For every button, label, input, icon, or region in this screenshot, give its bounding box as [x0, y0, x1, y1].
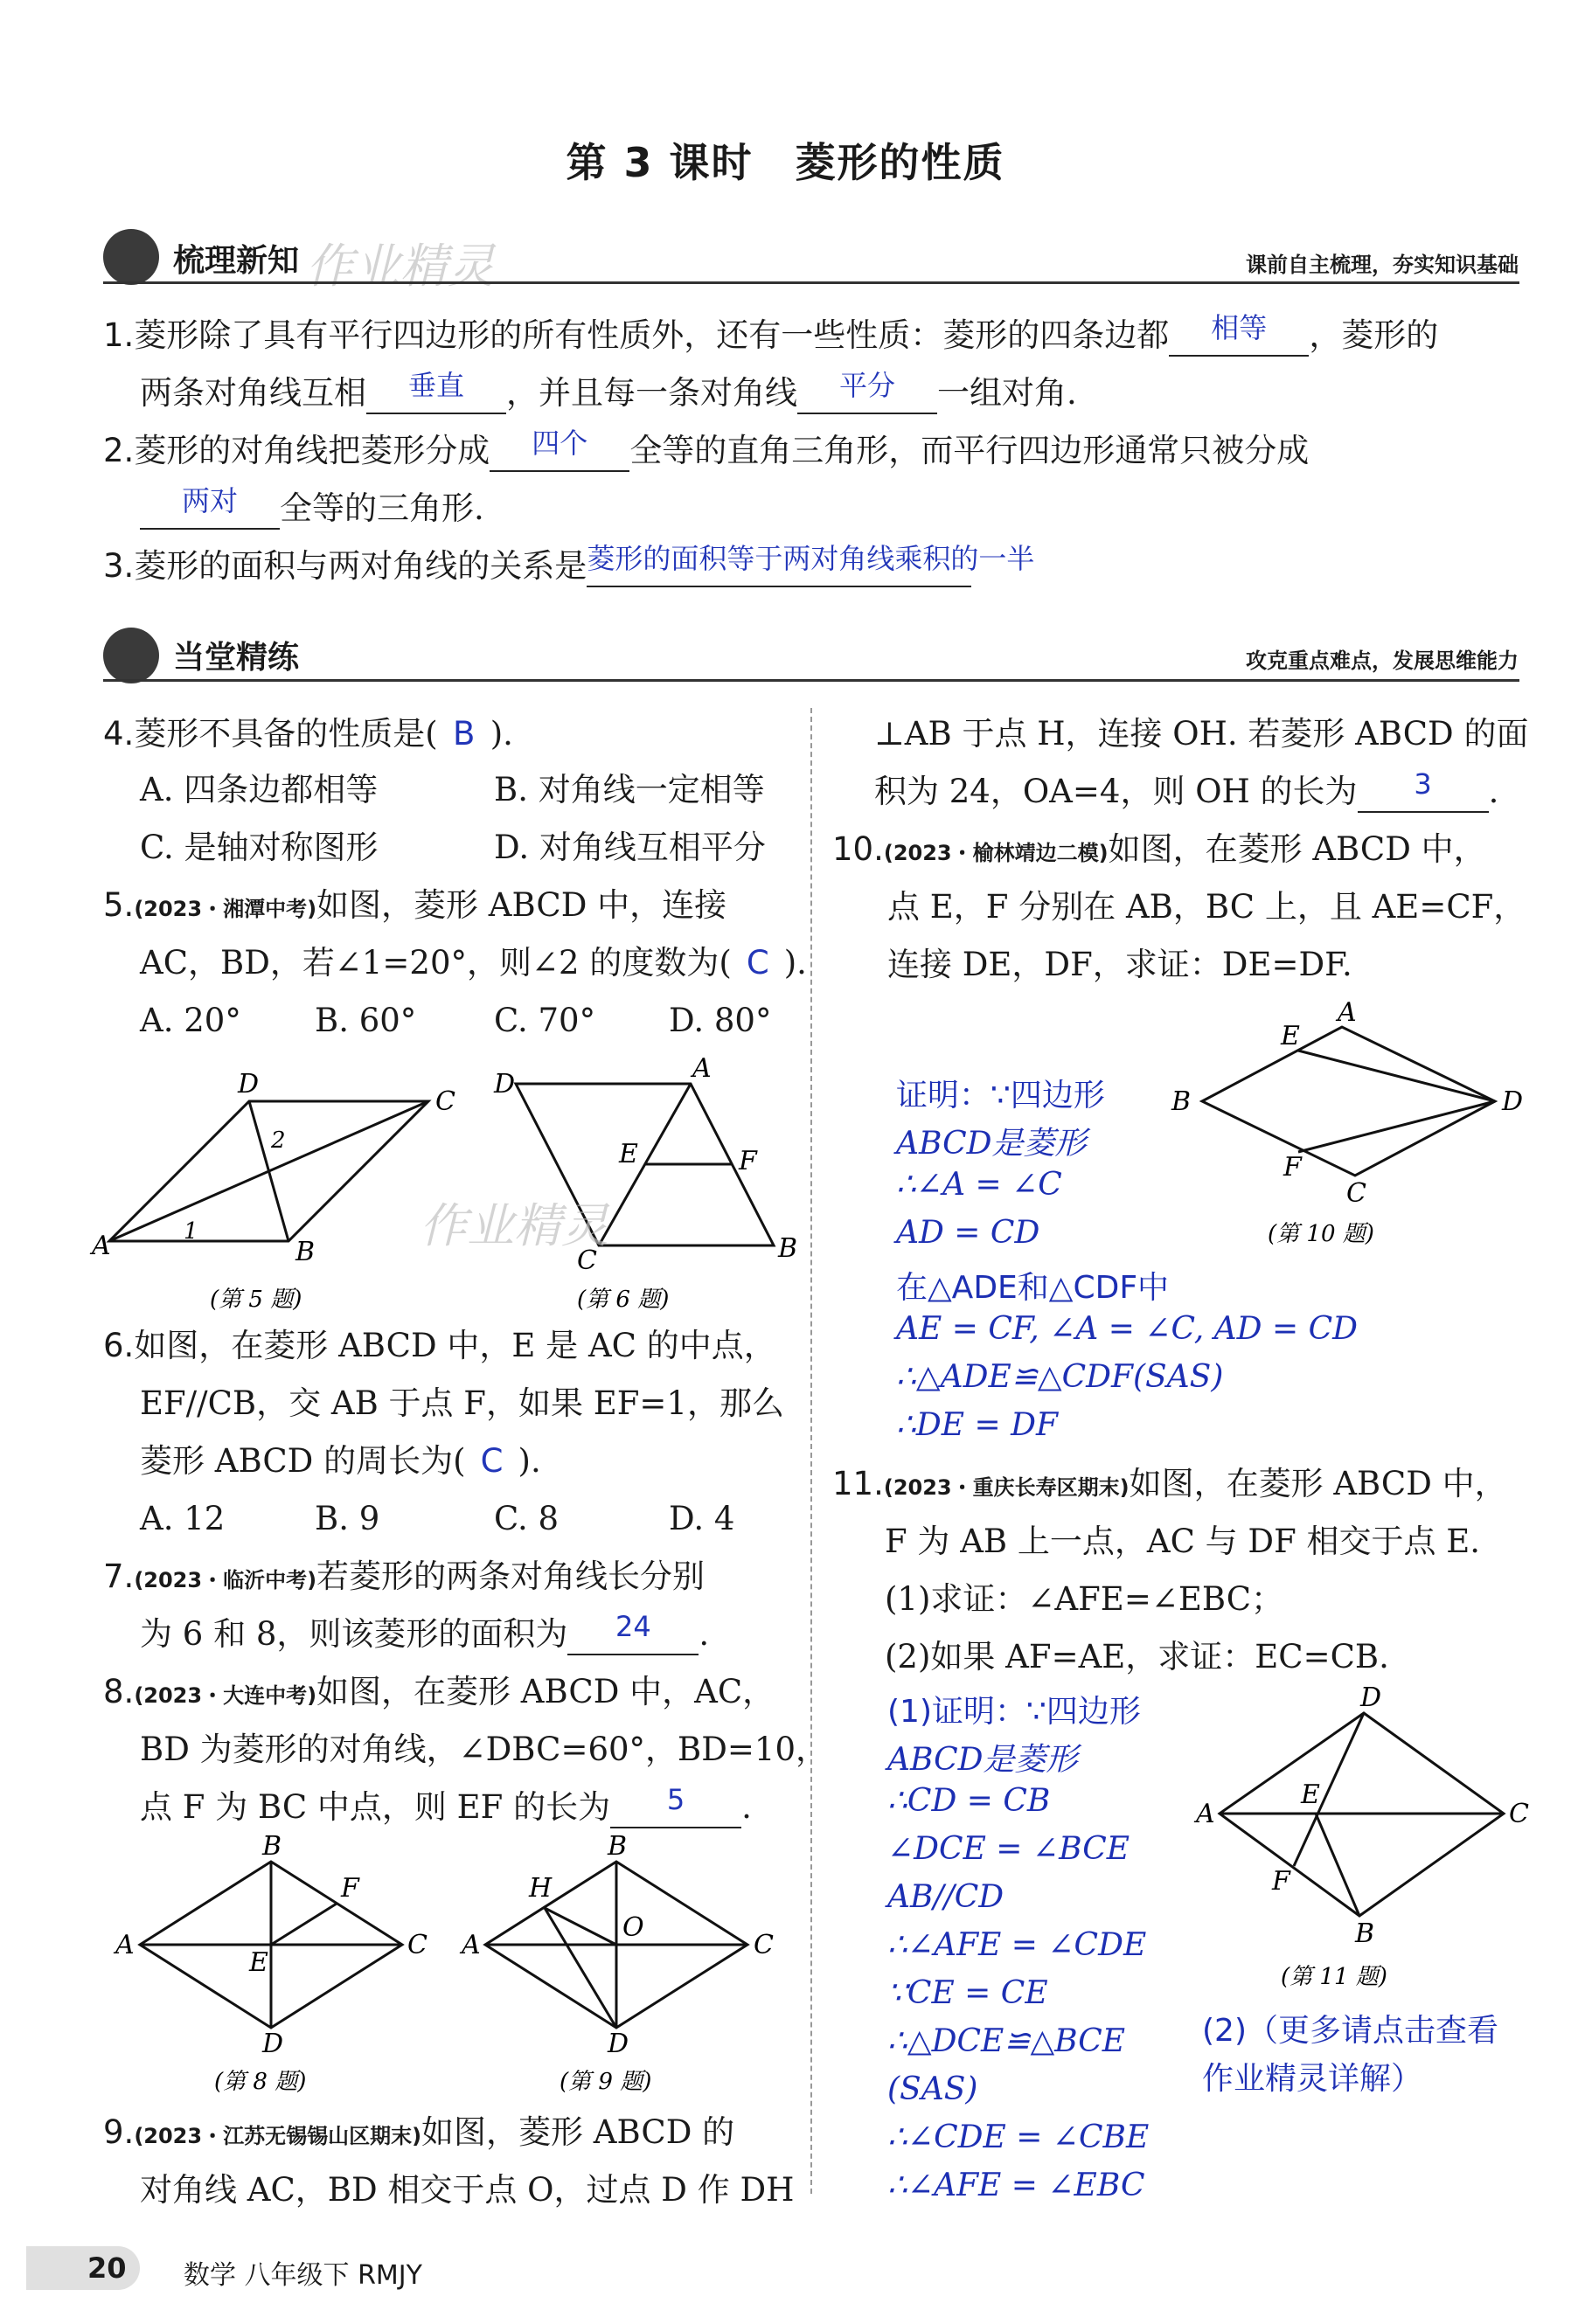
q8-line3: 点 F 为 BC 中点，则 EF 的长为 5 .: [140, 1788, 752, 1828]
q6-option-b: B. 9: [315, 1500, 380, 1537]
q6-line3: 菱形 ABCD 的周长为( C ).: [140, 1442, 541, 1480]
fig5-label-c: C: [435, 1086, 455, 1117]
fig9-label-c: C: [754, 1930, 774, 1960]
q2-line1: 2.菱形的对角线把菱形分成 四个 全等的直角三角形，而平行四边形通常只被分成: [103, 432, 1309, 472]
fig5-label-d: D: [238, 1069, 260, 1100]
fig8-label-d: D: [262, 2029, 284, 2059]
q4-option-d: D. 对角线互相平分: [494, 829, 766, 866]
q5-option-a: A. 20°: [140, 1002, 241, 1039]
fig9-label-h: H: [529, 1873, 553, 1904]
q6-option-a: A. 12: [140, 1500, 226, 1537]
fig10-rhombus: [1202, 1027, 1495, 1176]
q11-line3: (1)求证：∠AFE=∠EBC；: [885, 1580, 1284, 1618]
fig5-angle-2: 2: [271, 1127, 286, 1154]
q11-proof-9: (SAS): [887, 2071, 978, 2107]
q11-proof-7: ∵CE = CE: [887, 1975, 1048, 2011]
q4-option-b: B. 对角线一定相等: [494, 771, 765, 808]
q4-option-c: C. 是轴对称图形: [140, 829, 379, 866]
q10-proof-6: AE = CF, ∠A = ∠C, AD = CD: [896, 1311, 1358, 1347]
column-divider: [810, 708, 812, 2194]
fig6-label-b: B: [778, 1233, 798, 1264]
fig5-label-b: B: [295, 1237, 316, 1267]
q11-proof-4: ∠DCE = ∠BCE: [887, 1831, 1130, 1867]
q11-line4: (2)如果 AF=AE，求证：EC=CB.: [885, 1638, 1389, 1675]
q1-answer2: 垂直: [407, 369, 464, 402]
q3-line: 3.菱形的面积与两对角线的关系是菱形的面积等于两对角线乘积的一半: [103, 547, 971, 587]
q2-line2: 两对 全等的三角形.: [140, 489, 484, 530]
fig11-label-b: B: [1355, 1918, 1375, 1949]
section2-rule: [103, 679, 1519, 682]
q10-proof-4: AD = CD: [896, 1215, 1040, 1251]
q6-line1: 6.如图，在菱形 ABCD 中，E 是 AC 的中点，: [103, 1327, 776, 1364]
fig6-caption: (第 6 题): [577, 1287, 670, 1313]
q2-answer1: 四个: [532, 427, 588, 460]
fig5-angle-1: 1: [184, 1218, 198, 1245]
section2-title: 当堂精练: [173, 640, 300, 676]
q11-more-line1[interactable]: (2)（更多请点击查看: [1202, 2013, 1498, 2049]
fig10-label-f: F: [1283, 1152, 1302, 1183]
fig11-label-c: C: [1509, 1799, 1529, 1829]
q1-answer3: 平分: [838, 369, 895, 402]
q8-line1: 8.(2023・大连中考)如图，在菱形 ABCD 中，AC，: [103, 1673, 775, 1710]
section2-subtitle: 攻克重点难点，发展思维能力: [1246, 649, 1519, 673]
fig10-caption: (第 10 题): [1268, 1221, 1374, 1247]
fig8-segment-ef: [271, 1904, 337, 1945]
q7-line1: 7.(2023・临沂中考)若菱形的两条对角线长分别: [103, 1557, 706, 1595]
watermark-2: 作业精灵: [420, 1198, 608, 1253]
fig8-label-c: C: [407, 1930, 428, 1960]
q6-answer: C: [480, 1442, 504, 1480]
q6-line2: EF//CB，交 AB 于点 F，如果 EF=1，那么: [140, 1384, 784, 1422]
q5-option-c: C. 70°: [494, 1002, 596, 1039]
q9-line2: 对角线 AC，BD 相交于点 O，过点 D 作 DH: [140, 2171, 795, 2209]
q4-answer: B: [453, 715, 476, 753]
fig11-label-a: A: [1196, 1799, 1215, 1829]
q3-answer: 菱形的面积等于两对角线乘积的一半: [587, 542, 1035, 575]
q1-line2: 两条对角线互相 垂直 ，并且每一条对角线 平分 一组对角.: [140, 374, 1077, 414]
fig10-label-a: A: [1338, 997, 1357, 1028]
footer-text: 数学 八年级下 RMJY: [184, 2260, 422, 2291]
q10-proof-3: ∴∠A = ∠C: [896, 1167, 1062, 1203]
q6-option-c: C. 8: [494, 1500, 560, 1537]
brain-icon: [103, 229, 159, 285]
q11-proof-10: ∴∠CDE = ∠CBE: [887, 2119, 1150, 2155]
fig6-label-a: A: [692, 1058, 712, 1084]
q11-proof-6: ∴∠AFE = ∠CDE: [887, 1927, 1147, 1963]
q11-proof-5: AB//CD: [887, 1879, 1004, 1915]
fig8-label-e: E: [249, 1947, 268, 1978]
q11-proof-1: (1)证明：∵四边形: [887, 1694, 1141, 1730]
watermark: 作业精灵: [306, 239, 495, 294]
figure-9: [455, 1835, 804, 2098]
q10-proof-8: ∴DE = DF: [896, 1407, 1058, 1443]
page-title: 第 3 课时 菱形的性质: [566, 139, 1005, 186]
q10-proof-2: ABCD是菱形: [896, 1126, 1087, 1162]
fig8-label-f: F: [341, 1873, 359, 1904]
q10-line3: 连接 DE，DF，求证：DE=DF.: [887, 946, 1352, 983]
section1-rule: [103, 281, 1519, 284]
q11-proof-8: ∴△DCE≌△BCE: [887, 2023, 1126, 2059]
q5-option-d: D. 80°: [669, 1002, 772, 1039]
q8-answer: 5: [666, 1783, 685, 1816]
q11-more-line2[interactable]: 作业精灵详解）: [1202, 2061, 1423, 2097]
fig10-label-d: D: [1502, 1086, 1524, 1117]
robot-icon: [103, 628, 159, 683]
fig10-label-c: C: [1346, 1178, 1366, 1209]
q5-option-b: B. 60°: [315, 1002, 417, 1039]
fig6-label-d: D: [494, 1069, 516, 1100]
q4-stem: 4.菱形不具备的性质是( B ).: [103, 715, 513, 753]
q11-proof-11: ∴∠AFE = ∠EBC: [887, 2168, 1145, 2203]
fig6-label-f: F: [739, 1146, 757, 1176]
q8-line2: BD 为菱形的对角线，∠DBC=60°，BD=10，: [140, 1731, 828, 1768]
q1-line1: 1.菱形除了具有平行四边形的所有性质外，还有一些性质：菱形的四条边都 相等 ，菱形的: [103, 316, 1438, 357]
page-number: 20: [87, 2251, 127, 2285]
q10-proof-7: ∴△ADE≌△CDF(SAS): [896, 1359, 1224, 1395]
q11-line1: 11.(2023・重庆长寿区期末)如图，在菱形 ABCD 中，: [832, 1465, 1507, 1502]
q10-proof-1: 证明：∵四边形: [896, 1078, 1105, 1113]
q1-answer1: 相等: [1211, 311, 1268, 344]
fig10-segment-df: [1298, 1101, 1495, 1152]
q9-answer: 3: [1414, 767, 1432, 801]
q5-line1: 5.(2023・湘潭中考)如图，菱形 ABCD 中，连接: [103, 886, 727, 924]
fig9-label-b: B: [608, 1835, 628, 1862]
q11-line2: F 为 AB 上一点，AC 与 DF 相交于点 E.: [885, 1523, 1481, 1560]
fig9-label-d: D: [608, 2029, 629, 2059]
fig11-label-d: D: [1360, 1687, 1382, 1713]
fig11-label-f: F: [1272, 1866, 1290, 1897]
fig9-label-o: O: [622, 1912, 644, 1943]
q7-answer: 24: [615, 1610, 651, 1643]
fig6-label-e: E: [619, 1139, 638, 1169]
fig11-label-e: E: [1301, 1779, 1320, 1810]
fig9-label-a: A: [462, 1930, 481, 1960]
fig9-caption: (第 9 题): [560, 2069, 652, 2095]
q5-answer: C: [746, 944, 769, 982]
q2-answer2: 两对: [181, 484, 238, 517]
fig10-segment-de: [1298, 1051, 1495, 1101]
fig5-label-a: A: [92, 1231, 111, 1261]
fig8-label-a: A: [115, 1930, 135, 1960]
q7-line2: 为 6 和 8，则该菱形的面积为 24 .: [140, 1615, 709, 1655]
q9-line4: 积为 24，OA=4，则 OH 的长为 3 .: [874, 773, 1498, 813]
fig8-caption: (第 8 题): [214, 2069, 307, 2095]
figure-10: [1163, 996, 1530, 1259]
q10-line1: 10.(2023・榆林靖边二模)如图，在菱形 ABCD 中，: [832, 830, 1486, 868]
fig5-diagonal-bd: [249, 1101, 288, 1241]
fig5-caption: (第 5 题): [210, 1287, 302, 1313]
q11-proof-3: ∴CD = CB: [887, 1783, 1051, 1819]
figure-11: [1189, 1687, 1539, 2001]
fig10-label-e: E: [1281, 1021, 1300, 1051]
fig11-caption: (第 11 题): [1281, 1964, 1387, 1990]
q10-line2: 点 E，F 分别在 AB，BC 上，且 AE=CF，: [887, 888, 1526, 926]
fig8-label-b: B: [262, 1835, 282, 1862]
section1-subtitle: 课前自主梳理，夯实知识基础: [1246, 253, 1519, 277]
q9-line1: 9.(2023・江苏无锡锡山区期末)如图，菱形 ABCD 的: [103, 2113, 735, 2151]
q5-line2: AC，BD，若∠1=20°，则∠2 的度数为( C ).: [140, 944, 807, 982]
fig10-label-b: B: [1171, 1086, 1192, 1117]
figure-8: [105, 1835, 455, 2098]
q4-option-a: A. 四条边都相等: [140, 771, 379, 808]
q9-line3: ⊥AB 于点 H，连接 OH. 若菱形 ABCD 的面: [874, 715, 1529, 753]
section1-title: 梳理新知: [173, 243, 300, 279]
q11-proof-2: ABCD是菱形: [887, 1742, 1078, 1778]
q6-option-d: D. 4: [669, 1500, 735, 1537]
fig6-label-c: C: [577, 1245, 597, 1276]
q10-proof-5: 在△ADE和△CDF中: [896, 1270, 1170, 1306]
